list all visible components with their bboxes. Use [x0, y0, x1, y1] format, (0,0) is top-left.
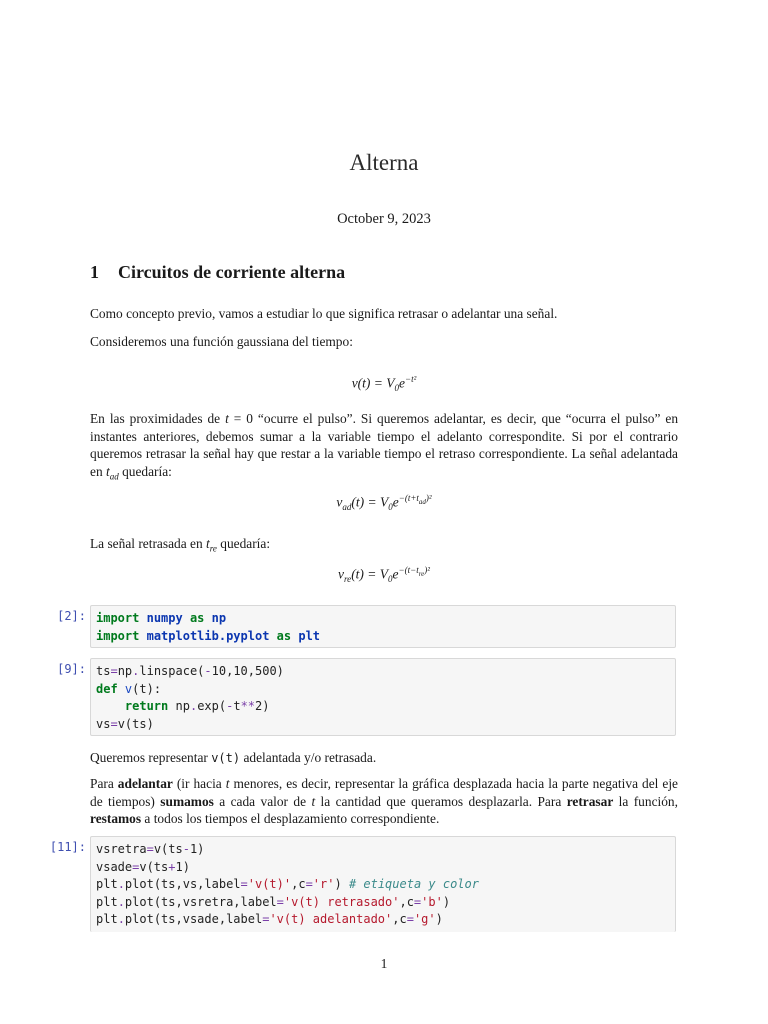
section-heading	[90, 262, 345, 283]
document-date: October 9, 2023	[337, 211, 431, 227]
paragraph-pulse: En las proximidades de t = 0 “ocurre el pulso”. Si queremos adelantar, es decir, que “ocurra el pulso” en instantes anteriores, debemos sumar a la variable tiempo el adelanto correspondite. Si por el contrario queremos retrasar la señal hay que restar a la variable tiempo el retraso correspondiente. La señal adelantada en $t_{ad}$ quedaría:	[90, 411, 679, 482]
paragraph-represent: Queremos representar v(t) adelantada y/o retrasada.	[90, 750, 377, 765]
code-cell-imports[interactable]: import numpy as np import matplotlib.pyplot as plt	[90, 605, 676, 648]
cell-prompt-2: [2]:	[57, 609, 86, 623]
cell-prompt-11: [11]:	[49, 840, 86, 854]
page-number: 1	[380, 956, 388, 971]
equation-delayed: $v_{re}(t) = V_0e^{-(t-t_{re})^2}$	[338, 565, 430, 585]
paragraph-intro: Como concepto previo, vamos a estudiar lo que significa retrasar o adelantar una señal.	[90, 306, 558, 321]
equation-gaussian: $v(t) = V_0e^{-t^2}$	[351, 374, 417, 394]
paragraph-gaussian: Consideremos una función gaussiana del tiempo:	[90, 334, 353, 349]
section-title: Circuitos de corriente alterna	[118, 262, 346, 282]
document-title: Alterna	[349, 150, 419, 175]
code-cell-linspace[interactable]: ts=np.linspace(-10,10,500) def v(t): return np.exp(-t**2) vs=v(ts)	[90, 658, 676, 736]
paragraph-advance-delay: Para adelantar (ir hacia t menores, es decir, representar la gráfica desplazada hacia la parte negativa del eje de tiempos) sumamos a cada valor de t la cantidad que queramos desplazarla. Para retrasar la función, restamos a todos los tiempos el desplazamiento correspondiente.	[90, 776, 678, 827]
cell-prompt-9: [9]:	[57, 662, 86, 676]
paragraph-delayed: La señal retrasada en $t_{re}$ quedaría:	[90, 536, 271, 554]
section-number: 1	[90, 262, 99, 282]
equation-advanced: $v_{ad}(t) = V_0e^{-(t+t_{ad})^2}$	[336, 493, 432, 513]
code-cell-plot[interactable]: vsretra=v(ts-1) vsade=v(ts+1) plt.plot(ts,vs,label='v(t)',c='r') # etiqueta y color plt.plot(ts,vsretra,label='v(t) retrasado',c='b') plt.plot(ts,vsade,label='v(t) adelantado',c='g')	[90, 836, 676, 932]
